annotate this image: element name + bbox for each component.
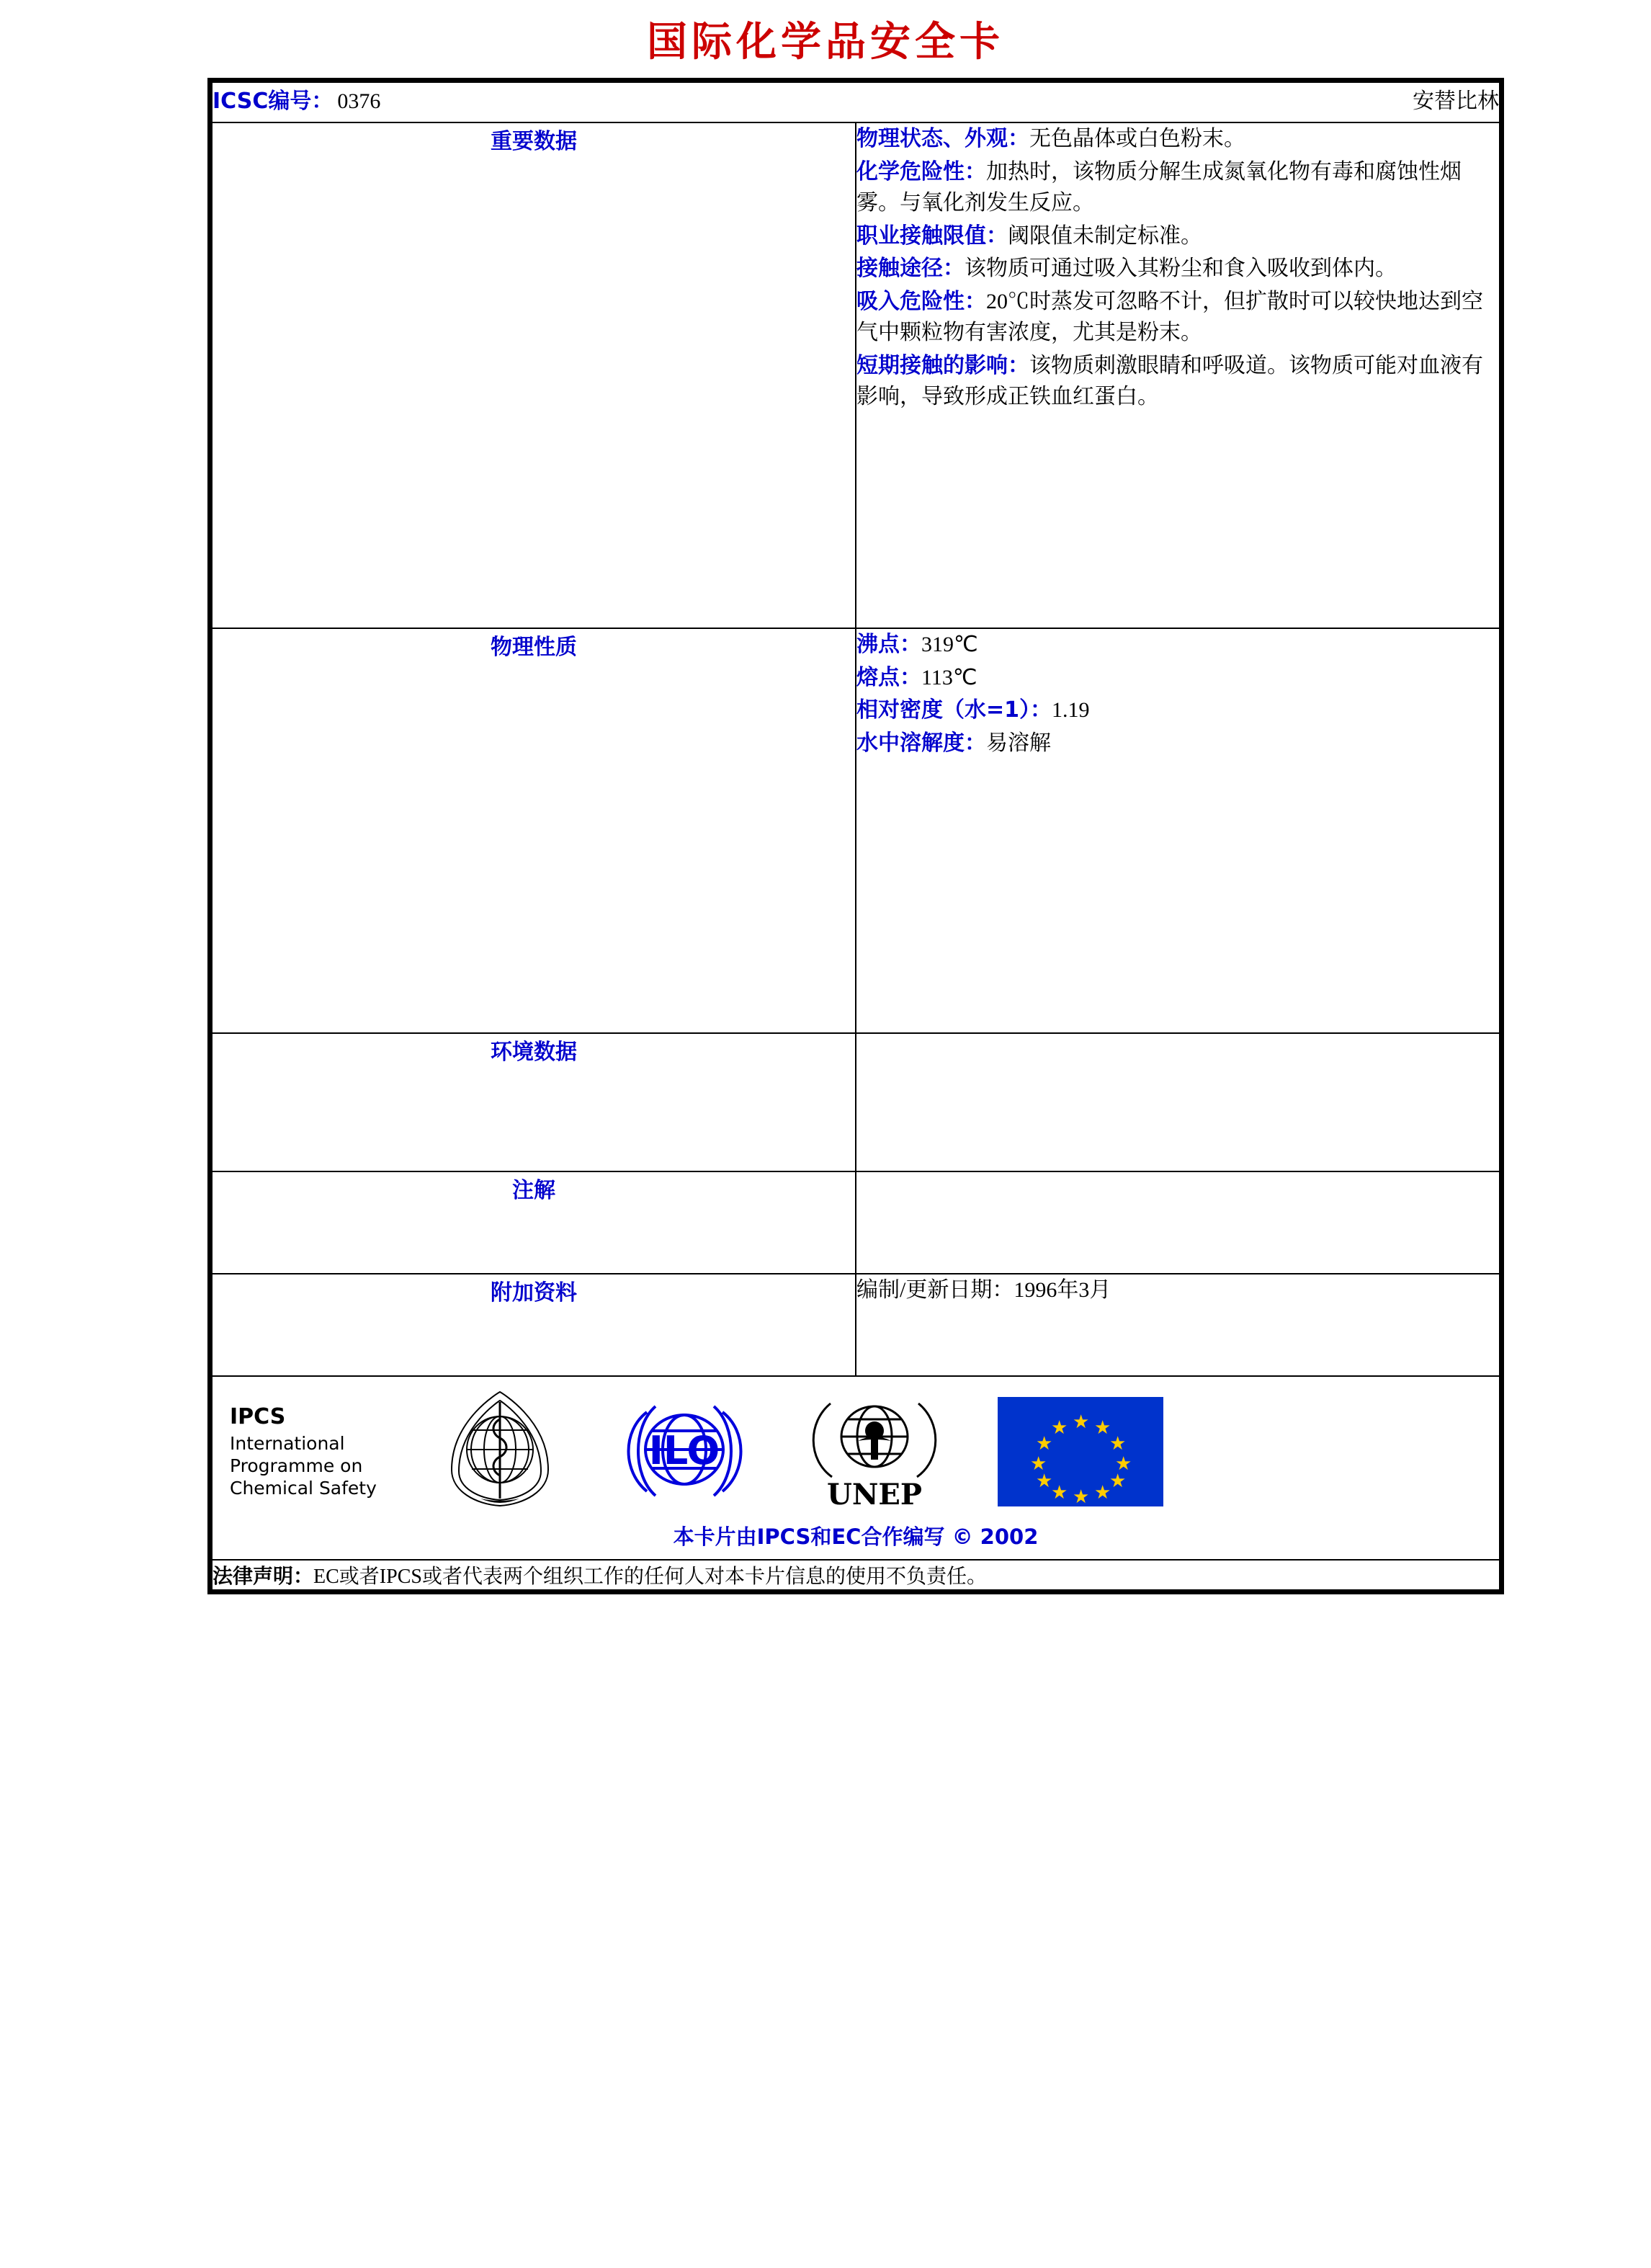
entry-key: 短期接触的影响： — [856, 352, 1029, 378]
icsc-card — [207, 78, 1504, 1594]
table-row — [212, 122, 1500, 628]
entry-key: 职业接触限值： — [856, 223, 1008, 249]
entry-value: 该物质可通过吸入其粉尘和食入吸收到体内。 — [965, 256, 1397, 280]
section-content-additional-info — [856, 1274, 1500, 1376]
entry-value: 1.19 — [1052, 698, 1090, 722]
credit-text: 本卡片由IPCS和EC合作编写 — [673, 1524, 945, 1549]
ipcs-text-block — [230, 1403, 410, 1499]
ipcs-abbr: IPCS — [230, 1404, 286, 1430]
entry-key: 相对密度（水=1）： — [856, 697, 1052, 723]
entry-key: 吸入危险性： — [856, 288, 986, 314]
section-label-notes: 注解 — [212, 1171, 856, 1274]
data-entry — [856, 629, 1499, 661]
section-label-important-data: 重要数据 — [212, 122, 856, 628]
section-content-notes — [856, 1171, 1500, 1274]
eu-flag: ★ ★ ★ ★ ★ ★ ★ ★ ★ ★ ★ ★ — [998, 1397, 1163, 1506]
data-entry — [856, 1274, 1499, 1306]
eu-flag-logo — [998, 1397, 1163, 1506]
entry-key: 接触途径： — [856, 256, 965, 281]
svg-text:ILO: ILO — [648, 1427, 720, 1473]
entry-key: 物理状态、外观： — [856, 126, 1029, 151]
data-entry — [856, 156, 1499, 219]
entry-key: 熔点： — [856, 664, 921, 690]
legal-row — [212, 1560, 1500, 1590]
data-entry — [856, 220, 1499, 252]
footer-logo-row — [212, 1376, 1500, 1560]
icsc-number-value: 0376 — [337, 89, 381, 113]
table-row — [212, 628, 1500, 1033]
entry-value: 20℃时蒸发可忽略不计，但扩散时可以较快地达到空气中颗粒物有害浓度，尤其是粉末。 — [856, 289, 1483, 344]
table-header-row — [212, 82, 1500, 122]
entry-value: 无色晶体或白色粉末。 — [1029, 127, 1245, 151]
data-entry — [856, 350, 1499, 413]
section-content-physical-properties — [856, 628, 1500, 1033]
entry-value: 易溶解 — [986, 731, 1051, 755]
ipcs-line3: Chemical Safety — [230, 1478, 377, 1499]
data-entry — [856, 123, 1499, 155]
table-row — [212, 1171, 1500, 1274]
entry-value: 阈限值未制定标准。 — [1008, 223, 1202, 248]
ipcs-line2: Programme on — [230, 1455, 363, 1477]
legal-label: 法律声明： — [212, 1564, 314, 1588]
unep-label: UNEP — [826, 1478, 923, 1509]
entry-value: 113℃ — [921, 665, 977, 689]
icsc-table — [211, 81, 1500, 1591]
section-label-environmental-data: 环境数据 — [212, 1033, 856, 1171]
unep-logo — [806, 1390, 943, 1513]
page-title: 国际化学品安全卡 — [647, 19, 1004, 66]
entry-key: 水中溶解度： — [856, 730, 986, 756]
icsc-number-label: ICSC编号： — [212, 89, 334, 114]
entry-key: 沸点： — [856, 632, 921, 657]
entry-value: 加热时，该物质分解生成氮氧化物有毒和腐蚀性烟雾。与氧化剂发生反应。 — [856, 159, 1462, 215]
logo-strip — [212, 1377, 1499, 1521]
data-entry — [856, 728, 1499, 759]
entry-value: 该物质刺激眼睛和呼吸道。该物质可能对血液有影响，导致形成正铁血红蛋白。 — [856, 353, 1483, 408]
chemical-name: 安替比林 — [1413, 89, 1499, 113]
ilo-logo — [618, 1396, 751, 1508]
credit-line — [212, 1521, 1499, 1559]
section-content-important-data — [856, 122, 1500, 628]
data-entry — [856, 695, 1499, 726]
header-cell — [212, 82, 1500, 122]
data-entry — [856, 253, 1499, 285]
section-label-additional-info: 附加资料 — [212, 1274, 856, 1376]
data-entry — [856, 662, 1499, 694]
entry-key: 化学危险性： — [856, 159, 986, 184]
table-row — [212, 1274, 1500, 1376]
section-label-physical-properties: 物理性质 — [212, 628, 856, 1033]
who-logo — [437, 1390, 563, 1513]
copyright-text: © 2002 — [952, 1524, 1039, 1549]
entry-value: 319℃ — [921, 633, 978, 656]
data-entry — [856, 286, 1499, 349]
table-row — [212, 1033, 1500, 1171]
ipcs-line1: International — [230, 1432, 345, 1454]
footer-cell — [212, 1376, 1500, 1560]
legal-text: EC或者IPCS或者代表两个组织工作的任何人对本卡片信息的使用不负责任。 — [313, 1566, 987, 1588]
section-content-environmental-data — [856, 1033, 1500, 1171]
legal-notice — [212, 1560, 1500, 1590]
entry-value: 编制/更新日期：1996年3月 — [856, 1278, 1111, 1302]
